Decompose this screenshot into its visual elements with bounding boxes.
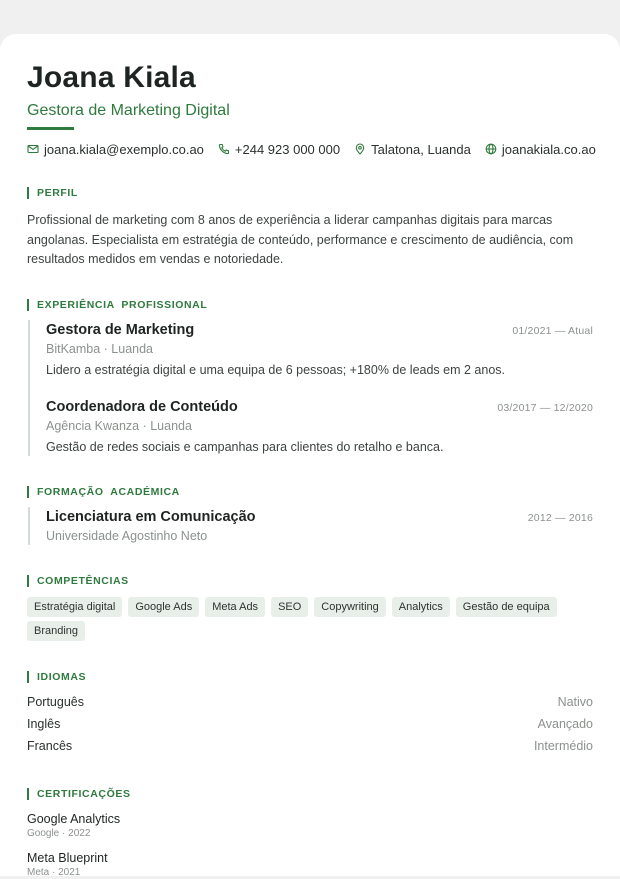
skill-chip: Copywriting xyxy=(314,597,385,617)
skill-chip: Meta Ads xyxy=(205,597,265,617)
section-marker xyxy=(27,671,29,683)
certifications-list xyxy=(27,811,593,879)
degree-dates: 2012 — 2016 xyxy=(527,511,593,524)
languages-list xyxy=(27,691,593,757)
location-pin-icon xyxy=(354,143,366,155)
language-level: Intermédio xyxy=(533,738,593,753)
section-heading-text: CERTIFICAÇÕES xyxy=(37,787,131,800)
job-title: Gestora de Marketing xyxy=(46,321,195,338)
section-marker xyxy=(27,187,29,199)
candidate-name: Joana Kiala xyxy=(27,61,196,94)
skill-chip: Branding xyxy=(27,621,85,641)
contact-website-text: joanakiala.co.ao xyxy=(501,141,596,157)
contact-website[interactable] xyxy=(485,142,596,157)
certification-item xyxy=(27,811,593,840)
section-heading-text: IDIOMAS xyxy=(37,670,87,683)
section-heading-certifications xyxy=(27,788,593,800)
language-row xyxy=(27,735,593,757)
certification-meta: Meta · 2021 xyxy=(27,866,81,878)
skills-list xyxy=(27,597,593,645)
job-description: Lidero a estratégia digital e uma equipa de 6 pessoas; +180% de leads em 2 anos. xyxy=(46,362,505,377)
section-heading-languages xyxy=(27,671,593,683)
skill-chip: Gestão de equipa xyxy=(456,597,557,617)
degree-institution: Universidade Agostinho Neto xyxy=(46,528,208,543)
section-heading-profile xyxy=(27,187,593,199)
globe-icon xyxy=(485,143,497,155)
contact-location-text: Talatona, Luanda xyxy=(371,141,471,157)
certification-meta: Google · 2022 xyxy=(27,827,91,839)
contact-email-text: joana.kiala@exemplo.co.ao xyxy=(44,141,204,157)
contact-phone-text: +244 923 000 000 xyxy=(234,141,341,157)
degree-title: Licenciatura em Comunicação xyxy=(46,508,256,525)
resume-card xyxy=(0,34,620,876)
experience-entry xyxy=(46,321,593,378)
contact-location xyxy=(354,142,471,157)
language-level: Nativo xyxy=(557,694,593,709)
section-marker xyxy=(27,788,29,800)
section-heading-skills xyxy=(27,575,593,587)
job-title: Coordenadora de Conteúdo xyxy=(46,398,238,415)
education-entry xyxy=(46,508,593,544)
phone-icon xyxy=(218,143,230,155)
contact-bar xyxy=(27,140,596,158)
section-heading-text: COMPETÊNCIAS xyxy=(37,574,129,587)
language-name: Francês xyxy=(27,738,73,753)
section-marker xyxy=(27,575,29,587)
section-heading-text: PERFIL xyxy=(37,187,78,199)
job-dates: 03/2017 — 12/2020 xyxy=(497,401,593,414)
language-name: Inglês xyxy=(27,716,61,731)
skill-chip: Google Ads xyxy=(128,597,199,617)
contact-phone[interactable] xyxy=(218,142,340,157)
language-name: Português xyxy=(27,694,84,709)
job-description: Gestão de redes sociais e campanhas para clientes do retalho e banca. xyxy=(46,439,444,454)
section-marker xyxy=(27,299,29,311)
profile-summary: Profissional de marketing com 8 anos de experiência a liderar campanhas digitais para marcas angolanas. Especialista em estratégia de conteúdo, performance e crescimento de audiência, com resultados medidos em vendas e notoriedade. xyxy=(27,213,574,266)
section-marker xyxy=(27,486,29,498)
education-timeline xyxy=(28,507,593,545)
language-row xyxy=(27,713,593,735)
section-heading-text: EXPERIÊNCIA PROFISSIONAL xyxy=(37,298,208,311)
title-underline xyxy=(27,127,74,130)
certification-item xyxy=(27,850,593,879)
job-company: Agência Kwanza · Luanda xyxy=(46,418,192,433)
contact-email[interactable] xyxy=(27,142,204,157)
candidate-role: Gestora de Marketing Digital xyxy=(27,102,230,119)
experience-entry xyxy=(46,398,593,455)
certification-name: Google Analytics xyxy=(27,811,121,826)
job-company: BitKamba · Luanda xyxy=(46,341,154,356)
mail-icon xyxy=(27,143,39,155)
language-level: Avançado xyxy=(537,716,593,731)
job-dates: 01/2021 — Atual xyxy=(512,324,593,337)
section-heading-experience xyxy=(27,299,593,311)
section-heading-text: FORMAÇÃO ACADÉMICA xyxy=(37,485,180,498)
skill-chip: Analytics xyxy=(392,597,450,617)
skill-chip: Estratégia digital xyxy=(27,597,122,617)
language-row xyxy=(27,691,593,713)
skill-chip: SEO xyxy=(271,597,308,617)
section-heading-education xyxy=(27,486,593,498)
experience-timeline xyxy=(28,320,593,456)
certification-name: Meta Blueprint xyxy=(27,850,108,865)
